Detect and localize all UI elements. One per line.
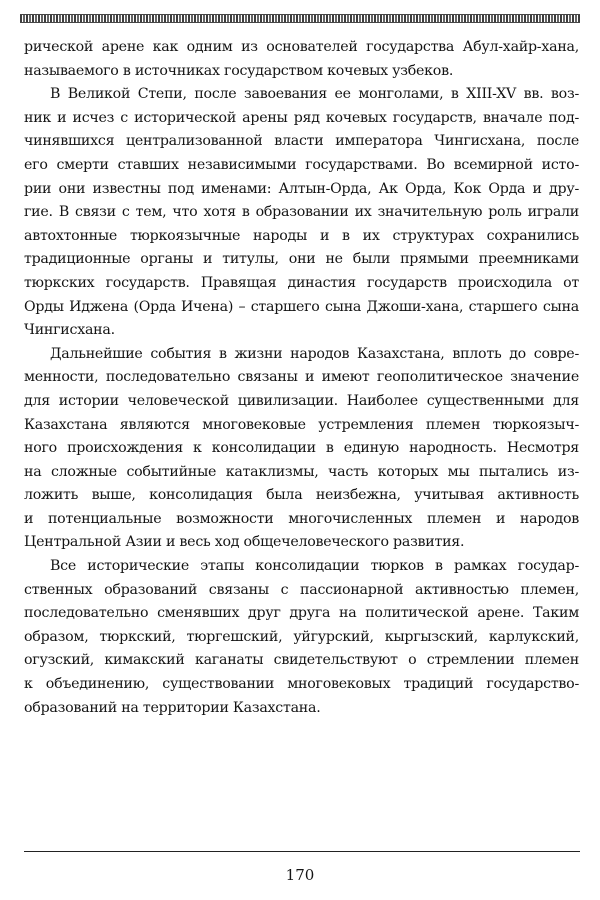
paragraph: [24, 83, 579, 343]
text-line: ного происхождения к консолидации в единую народность. Несмотря: [24, 440, 579, 457]
text-line: ник и исчез с исторической арены ряд кочевых государств, вначале под-: [24, 109, 579, 126]
text-line: традиционные органы и титулы, они не были прямыми преемниками: [24, 251, 579, 268]
text-line: образований на территории Казахстана.: [24, 699, 321, 716]
text-line: образом, тюркский, тюргешский, уйгурский, кыргызский, карлукский,: [24, 628, 579, 645]
text-line: В Великой Степи, после завоевания ее монголами, в XIII-XV вв. воз-: [50, 86, 579, 103]
text-line: на сложные событийные катаклизмы, часть которых мы пытались из-: [24, 463, 579, 480]
header-ornament-border: [20, 14, 580, 23]
text-line: рической арене как одним из основателей государства Абул-хайр-хана,: [24, 39, 579, 55]
text-line: для истории человеческой цивилизации. Наиболее существенными для: [24, 392, 579, 409]
text-line: ложить выше, консолидация была неизбежна, учитывая активность: [24, 487, 579, 504]
text-line: менности, последовательно связаны и имеют геополитическое значение: [24, 369, 579, 386]
footer-divider: [24, 851, 580, 852]
text-line: Казахстана являются многовековые устремления племен тюркоязыч-: [24, 416, 579, 433]
text-line: Дальнейшие события в жизни народов Казахстана, вплоть до совре-: [50, 345, 579, 362]
paragraph: [24, 343, 579, 555]
text-line: гие. В связи с тем, что хотя в образовании их значительную роль играли: [24, 204, 579, 221]
text-line: Центральной Азии и весь ход общечеловеческого развития.: [24, 534, 465, 551]
text-line: и потенциальные возможности многочисленных племен и народов: [24, 510, 579, 527]
body-text: [24, 36, 579, 720]
text-line: автохтонные тюркоязычные народы и в их структурах сохранились: [24, 227, 579, 244]
page-number: 170: [285, 866, 315, 884]
text-line: ственных образований связаны с пассионарной активностью племен,: [24, 581, 579, 598]
text-line: рии они известны под именами: Алтын-Орда, Ак Орда, Кок Орда и дру-: [24, 180, 579, 197]
paragraph: [24, 36, 579, 83]
text-line: к объединению, существовании многовековых традиций государство-: [24, 676, 579, 693]
text-line: Чингисхана.: [24, 322, 115, 339]
text-line: Орды Иджена (Орда Ичена) – старшего сына Джоши-хана, старшего сына: [24, 298, 579, 315]
text-line: чинявшихся централизованной власти императора Чингисхана, после: [24, 133, 579, 150]
text-line: Все исторические этапы консолидации тюрков в рамках государ-: [50, 558, 579, 575]
text-line: называемого в источниках государством кочевых узбеков.: [24, 62, 454, 79]
text-line: его смерти ставших независимыми государствами. Во всемирной исто-: [24, 156, 579, 173]
text-line: последовательно сменявших друг друга на политической арене. Таким: [24, 605, 579, 622]
text-line: тюркских государств. Правящая династия государств происходила от: [24, 274, 579, 291]
text-line: огузский, кимакский каганаты свидетельствуют о стремлении племен: [24, 652, 579, 669]
paragraph: [24, 555, 579, 720]
